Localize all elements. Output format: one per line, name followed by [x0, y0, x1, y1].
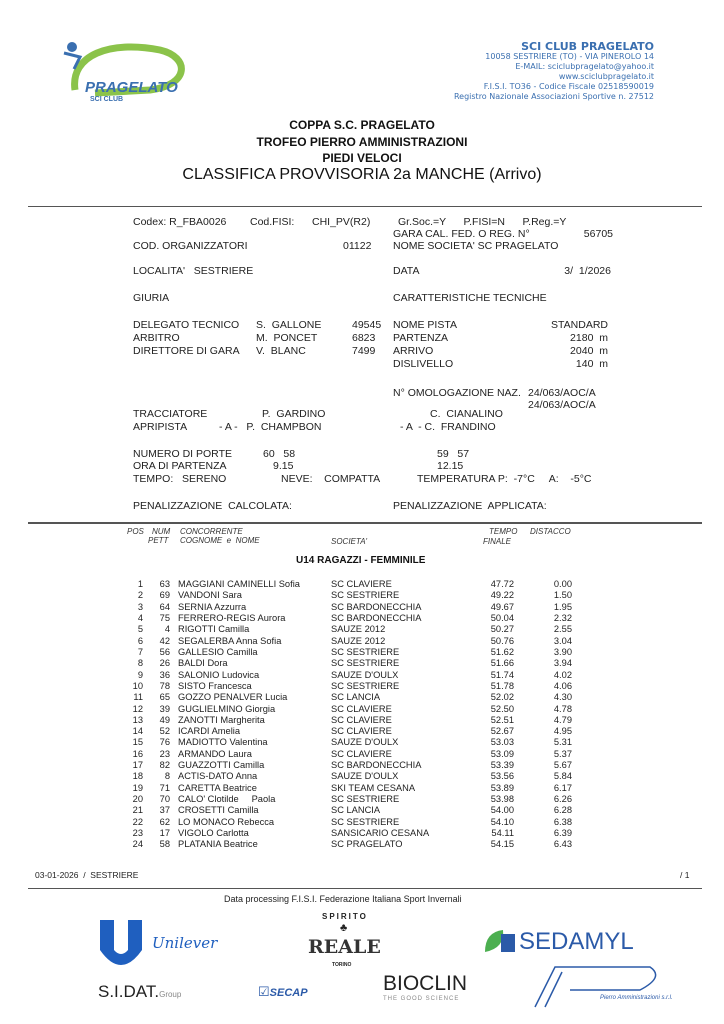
- cell-bib: 82: [159, 760, 170, 771]
- cell-gap: 3.90: [553, 646, 572, 657]
- cell-position: 22: [132, 816, 143, 827]
- cell-club: SC SESTRIERE: [331, 590, 400, 601]
- club-name: SCI CLUB PRAGELATO: [521, 40, 654, 53]
- cell-competitor-name: VANDONI Sara: [178, 590, 242, 601]
- cell-gap: 4.06: [553, 680, 572, 691]
- cell-competitor-name: SISTO Francesca: [178, 680, 252, 691]
- header-concorrente: CONCORRENTE: [180, 527, 243, 536]
- nome-societa: NOME SOCIETA' SC PRAGELATO: [393, 240, 559, 252]
- cell-position: 10: [132, 680, 143, 691]
- cell-gap: 3.04: [553, 635, 572, 646]
- omologazione-1: 24/063/AOC/A: [528, 387, 596, 399]
- cell-bib: 76: [159, 737, 170, 748]
- cell-position: 11: [133, 692, 143, 703]
- cell-time: 53.03: [490, 737, 514, 748]
- tech-label: ARRIVO: [393, 345, 434, 357]
- cell-position: 7: [137, 646, 143, 657]
- cell-position: 24: [132, 839, 143, 850]
- cell-bib: 71: [159, 782, 170, 793]
- cell-gap: 4.95: [553, 726, 572, 737]
- table-row: [0, 590, 724, 601]
- cell-bib: 56: [159, 646, 170, 657]
- cell-time: 51.66: [490, 658, 514, 669]
- cell-bib: 26: [159, 658, 170, 669]
- ora-1: 9.15: [273, 460, 294, 472]
- data-processing: Data processing F.I.S.I. Federazione Italiana Sport Invernali: [224, 894, 462, 904]
- table-row: [0, 726, 724, 737]
- cell-club: SC LANCIA: [331, 692, 381, 703]
- localita: LOCALITA' SESTRIERE: [133, 265, 254, 277]
- cell-time: 51.78: [490, 680, 514, 691]
- table-row: [0, 760, 724, 771]
- cell-bib: 17: [159, 828, 170, 839]
- leaf-icon: ♣: [340, 922, 348, 934]
- club-logo: [50, 35, 200, 105]
- jury-role: DELEGATO TECNICO: [133, 319, 240, 331]
- cell-position: 14: [132, 726, 143, 737]
- cell-competitor-name: GUGLIELMINO Giorgia: [178, 703, 276, 714]
- cell-position: 19: [132, 782, 143, 793]
- cell-competitor-name: ACTIS-DATO Anna: [178, 771, 258, 782]
- title-classifica: CLASSIFICA PROVVISORIA 2a MANCHE (Arrivo): [182, 166, 542, 183]
- table-row: [0, 613, 724, 624]
- cell-time: 47.72: [490, 579, 514, 589]
- cell-club: SAUZE D'OULX: [331, 669, 399, 680]
- table-row: [0, 771, 724, 782]
- cell-time: 50.27: [490, 624, 514, 635]
- cell-time: 50.04: [490, 612, 514, 623]
- cell-competitor-name: FERRERO-REGIS Aurora: [178, 612, 286, 623]
- tempo-meteo: TEMPO: SERENO: [133, 473, 227, 485]
- pierro-text: Pierro Amministrazioni s.r.l.: [600, 995, 673, 1001]
- cell-gap: 4.30: [553, 692, 572, 703]
- cell-time: 49.22: [490, 590, 514, 601]
- codex: Codex: R_FBA0026: [133, 216, 227, 228]
- cell-club: SC CLAVIERE: [331, 579, 392, 589]
- sidat-sub-text: Group: [159, 990, 182, 999]
- page-number: / 1: [680, 870, 690, 880]
- table-row: [0, 681, 724, 692]
- cell-position: 20: [132, 794, 143, 805]
- omologazione-label: N° OMOLOGAZIONE NAZ.: [393, 387, 521, 399]
- table-row: [0, 624, 724, 635]
- header-cognome-nome: COGNOME e NOME: [180, 536, 260, 545]
- cell-competitor-name: MAGGIANI CAMINELLI Sofia: [178, 579, 300, 589]
- apripista-label: APRIPISTA: [133, 421, 188, 433]
- cell-club: SAUZE 2012: [331, 624, 386, 635]
- cell-club: SC CLAVIERE: [331, 726, 392, 737]
- flags: Gr.Soc.=Y P.FISI=N P.Reg.=Y: [398, 216, 567, 228]
- category-title: U14 RAGAZZI - FEMMINILE: [296, 555, 426, 566]
- table-row: [0, 602, 724, 613]
- cell-position: 16: [132, 748, 143, 759]
- cell-competitor-name: RIGOTTI Camilla: [178, 624, 250, 635]
- cell-position: 12: [132, 703, 143, 714]
- cod-org-label: COD. ORGANIZZATORI: [133, 240, 248, 252]
- cell-club: SC CLAVIERE: [331, 714, 392, 725]
- cell-club: SC BARDONECCHIA: [331, 601, 422, 612]
- cell-time: 53.98: [490, 794, 514, 805]
- cell-competitor-name: GOZZO PENALVER Lucia: [178, 692, 288, 703]
- ora-2: 12.15: [437, 460, 464, 472]
- jury-code: 7499: [352, 345, 376, 357]
- cell-club: SANSICARIO CESANA: [331, 828, 430, 839]
- cell-competitor-name: SEGALERBA Anna Sofia: [178, 635, 282, 646]
- cell-position: 23: [132, 828, 143, 839]
- cell-gap: 4.02: [553, 669, 572, 680]
- cell-club: SKI TEAM CESANA: [331, 782, 416, 793]
- cell-bib: 8: [164, 771, 170, 782]
- cell-competitor-name: CROSETTI Camilla: [178, 805, 259, 816]
- cell-bib: 52: [159, 726, 170, 737]
- cell-position: 21: [132, 805, 143, 816]
- penalizzazione-applicata: PENALIZZAZIONE APPLICATA:: [393, 500, 547, 512]
- cell-time: 53.39: [490, 760, 514, 771]
- cell-gap: 6.38: [553, 816, 572, 827]
- cell-position: 13: [132, 714, 143, 725]
- caratteristiche-label: CARATTERISTICHE TECNICHE: [393, 292, 547, 304]
- secap-logo: [258, 983, 308, 1001]
- header-societa: SOCIETA': [331, 537, 368, 546]
- gara-label: GARA CAL. FED. O REG. N°: [393, 228, 530, 240]
- cell-bib: 4: [164, 624, 170, 635]
- cell-club: SC SESTRIERE: [331, 794, 400, 805]
- divider-top: [28, 206, 702, 207]
- divider-table: [28, 522, 702, 524]
- cell-time: 54.11: [491, 828, 514, 839]
- cell-time: 49.67: [490, 601, 514, 612]
- cell-time: 53.89: [490, 782, 514, 793]
- cell-time: 53.09: [490, 748, 514, 759]
- cell-time: 52.50: [490, 703, 514, 714]
- check-box-icon: ☑: [258, 984, 270, 999]
- cell-position: 8: [137, 658, 143, 669]
- bioclin-text: BIOCLIN: [383, 972, 468, 995]
- title-coppa: COPPA S.C. PRAGELATO: [289, 118, 435, 132]
- cell-time: 54.10: [490, 816, 514, 827]
- cell-gap: 5.31: [553, 737, 572, 748]
- cell-time: 51.62: [490, 646, 514, 657]
- cell-gap: 1.95: [553, 601, 572, 612]
- jury-role: DIRETTORE DI GARA: [133, 345, 240, 357]
- cell-gap: 2.55: [553, 624, 572, 635]
- table-row: [0, 783, 724, 794]
- cell-time: 52.51: [490, 714, 514, 725]
- cell-time: 51.74: [490, 669, 514, 680]
- pierro-p-icon: [530, 962, 680, 1012]
- tech-label: NOME PISTA: [393, 319, 457, 331]
- cell-time: 54.00: [490, 805, 514, 816]
- cell-gap: 5.84: [553, 771, 572, 782]
- table-row: [0, 692, 724, 703]
- club-web: www.sciclubpragelato.it: [558, 72, 654, 81]
- tracciatore-label: TRACCIATORE: [133, 408, 208, 420]
- cell-bib: 70: [159, 794, 170, 805]
- cell-club: SC SESTRIERE: [331, 816, 400, 827]
- table-row: [0, 670, 724, 681]
- sidat-text: S.I.DAT.: [98, 982, 160, 1001]
- bioclin-logo: [383, 972, 467, 1002]
- header-distacco: DISTACCO: [530, 527, 571, 536]
- cell-position: 2: [137, 590, 143, 601]
- cell-competitor-name: SERNIA Azzurra: [178, 601, 247, 612]
- cell-time: 52.67: [490, 726, 514, 737]
- cell-position: 4: [137, 612, 143, 623]
- header-tempo: TEMPO: [489, 527, 518, 536]
- unilever-text: Unilever: [152, 934, 218, 952]
- sedamyl-leaf-icon: [483, 928, 517, 954]
- omologazione-2: 24/063/AOC/A: [528, 399, 596, 411]
- penalizzazione-calcolata: PENALIZZAZIONE CALCOLATA:: [133, 500, 292, 512]
- cell-bib: 64: [159, 601, 170, 612]
- cell-gap: 6.26: [553, 794, 572, 805]
- cell-bib: 63: [159, 579, 170, 589]
- sedamyl-text: SEDAMYL: [519, 928, 634, 955]
- table-row: [0, 828, 724, 839]
- porte-1: 60 58: [263, 448, 296, 460]
- table-row: [0, 805, 724, 816]
- cell-competitor-name: GALLESIO Camilla: [178, 646, 258, 657]
- data-value: 3/ 1/2026: [564, 265, 611, 277]
- club-logo-sub: SCI CLUB: [90, 96, 124, 103]
- header-num: NUM: [152, 527, 171, 536]
- unilever-u-icon: [96, 918, 146, 970]
- jury-code: 49545: [352, 319, 382, 331]
- cell-position: 5: [137, 624, 143, 635]
- header-pett: PETT: [148, 536, 169, 545]
- cell-time: 54.15: [490, 839, 514, 850]
- cell-gap: 6.39: [553, 828, 572, 839]
- table-row: [0, 704, 724, 715]
- cell-gap: 3.94: [553, 658, 572, 669]
- tracciatore-1: P. GARDINO: [262, 408, 326, 420]
- tracciatore-2: C. CIANALINO: [430, 408, 503, 420]
- cell-competitor-name: SALONIO Ludovica: [178, 669, 260, 680]
- tech-value: STANDARD: [551, 319, 608, 331]
- cell-club: SC BARDONECCHIA: [331, 760, 422, 771]
- cell-time: 50.76: [490, 635, 514, 646]
- cell-club: SC SESTRIERE: [331, 680, 400, 691]
- table-row: [0, 839, 724, 850]
- cell-competitor-name: CALO' Clotilde Paola: [178, 794, 276, 805]
- jury-role: ARBITRO: [133, 332, 180, 344]
- cell-bib: 36: [159, 669, 170, 680]
- table-row: [0, 579, 724, 590]
- cell-gap: 6.28: [553, 805, 572, 816]
- cell-club: SAUZE D'OULX: [331, 771, 399, 782]
- cell-club: SC PRAGELATO: [331, 839, 403, 850]
- unilever-logo: [96, 918, 218, 975]
- cell-position: 18: [132, 771, 143, 782]
- cell-competitor-name: ZANOTTI Margherita: [178, 714, 265, 725]
- divider-footer: [28, 888, 702, 889]
- jury-name: S. GALLONE: [256, 319, 322, 331]
- cell-position: 9: [137, 669, 143, 680]
- header-finale: FINALE: [483, 537, 512, 546]
- tech-label: DISLIVELLO: [393, 358, 454, 370]
- cell-competitor-name: GUAZZOTTI Camilla: [178, 760, 265, 771]
- reale-text: REALE: [308, 936, 381, 958]
- cod-fisi-label: Cod.FISI:: [250, 216, 295, 228]
- porte-label: NUMERO DI PORTE: [133, 448, 232, 460]
- cod-fisi: CHI_PV(R2): [312, 216, 371, 228]
- secap-text: SECAP: [269, 987, 308, 999]
- cell-bib: 65: [159, 692, 170, 703]
- gara-number: 56705: [583, 228, 613, 240]
- apripista-2: - A - C. FRANDINO: [400, 421, 496, 433]
- porte-2: 59 57: [437, 448, 470, 460]
- cell-competitor-name: BALDI Dora: [178, 658, 228, 669]
- cell-competitor-name: VIGOLO Carlotta: [178, 828, 249, 839]
- cell-bib: 49: [159, 714, 170, 725]
- cell-gap: 4.78: [553, 703, 572, 714]
- table-row: [0, 817, 724, 828]
- cell-club: SC CLAVIERE: [331, 703, 392, 714]
- cell-time: 52.02: [490, 692, 514, 703]
- bioclin-sub-text: THE GOOD SCIENCE: [383, 996, 460, 1002]
- table-row: [0, 658, 724, 669]
- jury-name: V. BLANC: [256, 345, 306, 357]
- cell-bib: 42: [159, 635, 170, 646]
- data-label: DATA: [393, 265, 420, 277]
- pierro-logo: [530, 962, 680, 1012]
- reale-top-text: SPIRITO: [322, 912, 368, 921]
- cell-competitor-name: ARMANDO Laura: [178, 748, 252, 759]
- cell-bib: 78: [159, 680, 170, 691]
- cell-competitor-name: CARETTA Beatrice: [178, 782, 257, 793]
- cell-competitor-name: PLATANIA Beatrice: [178, 839, 258, 850]
- neve: NEVE: COMPATTA: [281, 473, 381, 485]
- cell-gap: 1.50: [553, 590, 572, 601]
- cell-bib: 75: [159, 612, 170, 623]
- cell-gap: 0.00: [553, 579, 572, 589]
- apripista-1: - A - P. CHAMPBON: [219, 421, 322, 433]
- tech-value: 2040 m: [570, 345, 608, 357]
- cell-gap: 6.17: [553, 782, 572, 793]
- cell-gap: 4.79: [553, 714, 572, 725]
- cell-gap: 6.43: [553, 839, 572, 850]
- cell-club: SC LANCIA: [331, 805, 381, 816]
- table-row: [0, 737, 724, 748]
- club-fiscal: F.I.S.I. TO36 - Codice Fiscale 02518590019: [483, 82, 654, 91]
- cell-club: SC SESTRIERE: [331, 646, 400, 657]
- cell-bib: 37: [159, 805, 170, 816]
- cell-position: 15: [132, 737, 143, 748]
- cell-gap: 5.67: [553, 760, 572, 771]
- cell-bib: 39: [159, 703, 170, 714]
- temperatura: TEMPERATURA P: -7°C A: -5°C: [417, 473, 592, 485]
- tech-value: 140 m: [575, 358, 608, 370]
- table-row: [0, 636, 724, 647]
- tech-value: 2180 m: [570, 332, 608, 344]
- cod-org: 01122: [343, 240, 372, 252]
- cell-club: SAUZE 2012: [331, 635, 386, 646]
- club-address: 10058 SESTRIERE (TO) - VIA PINEROLO 14: [485, 52, 654, 61]
- header-pos: POS: [127, 527, 144, 536]
- cell-competitor-name: ICARDI Amelia: [178, 726, 240, 737]
- title-piedi-veloci: PIEDI VELOCI: [322, 151, 402, 165]
- cell-position: 17: [132, 760, 143, 771]
- footer-date-location: 03-01-2026 / SESTRIERE: [35, 870, 139, 880]
- cell-club: SC CLAVIERE: [331, 748, 392, 759]
- club-registry: Registro Nazionale Associazioni Sportive n. 27512: [453, 92, 654, 101]
- cell-competitor-name: LO MONACO Rebecca: [178, 816, 275, 827]
- cell-club: SC BARDONECCHIA: [331, 612, 422, 623]
- cell-bib: 58: [159, 839, 170, 850]
- cell-time: 53.56: [490, 771, 514, 782]
- cell-bib: 23: [159, 748, 170, 759]
- title-trofeo: TROFEO PIERRO AMMINISTRAZIONI: [256, 135, 468, 149]
- cell-club: SC SESTRIERE: [331, 658, 400, 669]
- table-row: [0, 749, 724, 760]
- cell-position: 1: [137, 579, 143, 589]
- cell-gap: 2.32: [553, 612, 572, 623]
- cell-club: SAUZE D'OULX: [331, 737, 399, 748]
- sedamyl-logo: [483, 928, 634, 959]
- cell-bib: 62: [159, 816, 170, 827]
- cell-competitor-name: MADIOTTO Valentina: [178, 737, 268, 748]
- jury-name: M. PONCET: [256, 332, 318, 344]
- reale-logo: [300, 910, 400, 970]
- cell-position: 3: [137, 601, 143, 612]
- giuria-label: GIURIA: [133, 292, 170, 304]
- table-row: [0, 794, 724, 805]
- cell-bib: 69: [159, 590, 170, 601]
- tech-label: PARTENZA: [393, 332, 449, 344]
- table-row: [0, 647, 724, 658]
- cell-gap: 5.37: [553, 748, 572, 759]
- club-email: E-MAIL: sciclubpragelato@yahoo.it: [515, 62, 654, 71]
- reale-bottom-text: TORINO: [332, 962, 352, 968]
- jury-code: 6823: [352, 332, 376, 344]
- sidat-logo: [98, 982, 181, 1002]
- ora-label: ORA DI PARTENZA: [133, 460, 227, 472]
- cell-position: 6: [137, 635, 143, 646]
- club-logo-text: PRAGELATO: [85, 79, 178, 96]
- table-row: [0, 715, 724, 726]
